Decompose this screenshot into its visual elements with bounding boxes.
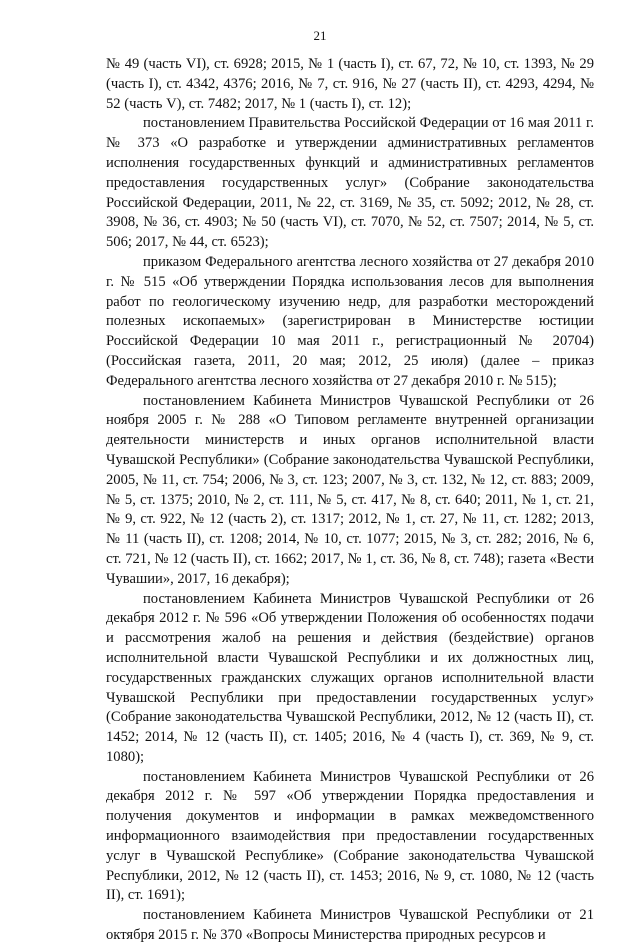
paragraph-order-515: приказом Федерального агентства лесного хозяйства от 27 декабря 2010 г. № 515 «Об утверждении Порядка использования лесов для выполнения работ по геологическому изучению недр, для разработки месторождений полезных ископаемых» (зарегистрирован в Министерстве юстиции Российской Федерации 10 мая 2011 г., регистрационный № 20704) (Российская газета, 2011, 20 мая; 2012, 25 июля) (далее – приказ Федерального агентства лесного хозяйства от 27 декабря 2010 г. № 515); xyxy=(106,253,594,389)
paragraph-resolution-596: постановлением Кабинета Министров Чувашской Республики от 26 декабря 2012 г. № 596 «Об утверждении Положения об особенностях подачи и рассмотрения жалоб на решения и действия (бездействие) органов исполнительной власти Чувашской Республики и их должностных лиц, государственных гражданских служащих органов исполнительной власти Чувашской Республики при предоставлении государственных услуг» (Собрание законодательства Чувашской Республики, 2012, № 12 (часть II), ст. 1452; 2014, № 12 (часть II), ст. 1405; 2016, № 4 (часть I), ст. 369, № 9, ст. 1080); xyxy=(106,590,594,765)
paragraph-resolution-373: постановлением Правительства Российской Федерации от 16 мая 2011 г. № 373 «О разработке и утверждении административных регламентов исполнения государственных функций и административных регламентов предоставления государственных услуг» (Собрание законодательства Российской Федерации, 2011, № 22, ст. 3169, № 35, ст. 5092; 2012, № 28, ст. 3908, № 36, ст. 4903; № 50 (часть VI), ст. 7070, № 52, ст. 7507; 2014, № 5, ст. 506; 2017, № 44, ст. 6523); xyxy=(106,115,594,251)
document-body xyxy=(106,55,594,946)
paragraph-resolution-288: постановлением Кабинета Министров Чувашской Республики от 26 ноября 2005 г. № 288 «О Типовом регламенте внутренней организации деятельности министерств и иных органов исполнительной власти Чувашской Республики» (Собрание законодательства Чувашской Республики, 2005, № 11, ст. 754; 2006, № 3, ст. 123; 2007, № 3, ст. 132, № 12, ст. 883; 2009, № 5, ст. 1375; 2010, № 2, ст. 111, № 5, ст. 417, № 8, ст. 640; 2011, № 1, ст. 21, № 9, ст. 922, № 12 (часть 2), ст. 1317; 2012, № 1, ст. 27, № 11, ст. 1282; 2013, № 11 (часть II), ст. 1208; 2014, № 10, ст. 1077; 2015, № 3, ст. 282; 2016, № 6, ст. 721, № 12 (часть II), ст. 1662; 2017, № 1, ст. 36, № 8, ст. 748); газета «Вести Чувашии», 2017, 16 декабря); xyxy=(106,392,594,587)
paragraph-continuation: № 49 (часть VI), ст. 6928; 2015, № 1 (часть I), ст. 67, 72, № 10, ст. 1393, № 29 (часть I), ст. 4342, 4376; 2016, № 7, ст. 916, № 27 (часть II), ст. 4293, 4294, № 52 (часть V), ст. 7482; 2017, № 1 (часть I), ст. 12); xyxy=(106,56,594,112)
page-number: 21 xyxy=(313,28,327,43)
paragraph-resolution-597: постановлением Кабинета Министров Чувашской Республики от 26 декабря 2012 г. № 597 «Об утверждении Порядка предоставления и получения документов и информации в рамках межведомственного информационного взаимодействия при предоставлении государственных услуг в Чувашской Республике» (Собрание законодательства Чувашской Республики, 2012, № 12 (часть II), ст. 1453; 2016, № 9, ст. 1080, № 12 (часть II), ст. 1691); xyxy=(106,768,594,904)
paragraph-resolution-370: постановлением Кабинета Министров Чувашской Республики от 21 октября 2015 г. № 370 «Вопросы Министерства природных ресурсов и xyxy=(106,907,594,944)
